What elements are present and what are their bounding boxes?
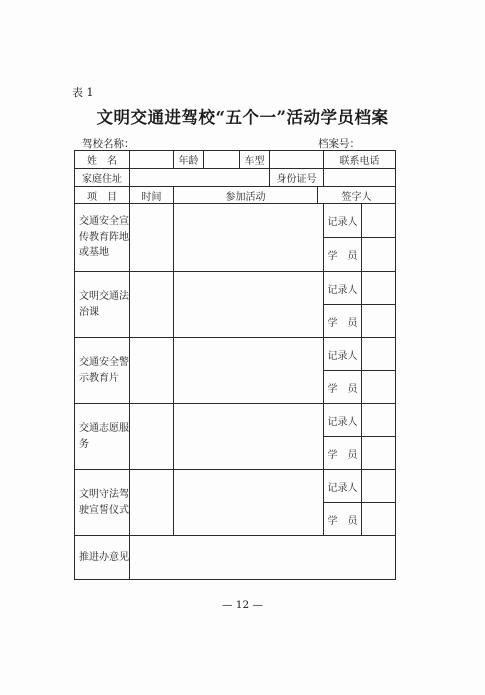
column-signatory: 签字人: [318, 187, 396, 204]
student-label: 学 员: [324, 238, 362, 272]
name-label: 姓 名: [75, 151, 130, 169]
school-name-label: 驾校名称：: [82, 138, 135, 150]
page-number: — 12 —: [221, 599, 264, 611]
column-time: 时间: [130, 187, 174, 204]
activity-content-field[interactable]: [174, 204, 324, 272]
recorder-label: 记录人: [324, 338, 362, 371]
id-number-label: 身份证号: [270, 169, 324, 187]
recorder-signature-field[interactable]: [362, 404, 396, 437]
activity-content-field[interactable]: [174, 470, 324, 536]
address-field[interactable]: [130, 169, 270, 187]
activity-time-field[interactable]: [130, 204, 174, 272]
id-number-field[interactable]: [324, 169, 396, 187]
activity-time-field[interactable]: [130, 338, 174, 404]
student-signature-field[interactable]: [362, 503, 396, 536]
column-activity: 参加活动: [174, 187, 318, 204]
activity-name: 文明交通法治课: [75, 272, 130, 338]
recorder-signature-field[interactable]: [362, 272, 396, 305]
address-label: 家庭住址: [75, 169, 130, 187]
activity-name: 交通安全警示教育片: [75, 338, 130, 404]
age-field[interactable]: [204, 151, 240, 169]
activity-time-field[interactable]: [130, 470, 174, 536]
recorder-signature-field[interactable]: [362, 470, 396, 503]
name-field[interactable]: [130, 151, 174, 169]
activity-name: 交通志愿服务: [75, 404, 130, 470]
recorder-signature-field[interactable]: [362, 204, 396, 238]
car-type-field[interactable]: [270, 151, 324, 169]
table-number: 表 1: [72, 86, 94, 99]
student-signature-field[interactable]: [362, 371, 396, 404]
promotion-office-opinion-field[interactable]: [130, 536, 396, 580]
activity-time-field[interactable]: [130, 272, 174, 338]
page-title: 文明交通进驾校“五个一”活动学员档案: [96, 108, 389, 127]
student-signature-field[interactable]: [362, 305, 396, 338]
student-label: 学 员: [324, 305, 362, 338]
activity-content-field[interactable]: [174, 338, 324, 404]
recorder-signature-field[interactable]: [362, 338, 396, 371]
activity-time-field[interactable]: [130, 404, 174, 470]
recorder-label: 记录人: [324, 204, 362, 238]
phone-label: 联系电话: [324, 151, 396, 169]
activity-name: 文明守法驾驶宣誓仪式: [75, 470, 130, 536]
activity-content-field[interactable]: [174, 404, 324, 470]
recorder-label: 记录人: [324, 272, 362, 305]
recorder-label: 记录人: [324, 470, 362, 503]
file-number-label: 档案号：: [318, 138, 360, 150]
recorder-label: 记录人: [324, 404, 362, 437]
student-label: 学 员: [324, 437, 362, 470]
activity-content-field[interactable]: [174, 272, 324, 338]
age-label: 年龄: [174, 151, 204, 169]
student-signature-field[interactable]: [362, 437, 396, 470]
column-project: 项 目: [75, 187, 130, 204]
car-type-label: 车型: [240, 151, 270, 169]
student-record-table: [74, 150, 396, 580]
activity-name: 交通安全宣传教育阵地或基地: [75, 204, 130, 272]
student-label: 学 员: [324, 371, 362, 404]
student-label: 学 员: [324, 503, 362, 536]
student-signature-field[interactable]: [362, 238, 396, 272]
promotion-office-opinion-label: 推进办意见: [75, 536, 130, 580]
